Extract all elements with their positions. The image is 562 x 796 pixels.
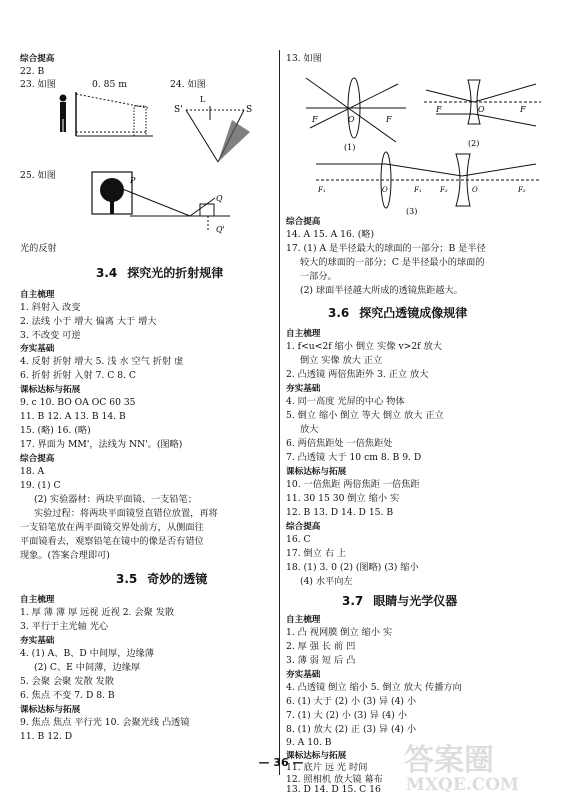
focus-label: F xyxy=(520,105,526,114)
focus-label: F xyxy=(386,115,392,124)
answer-24: 24. 如图 xyxy=(170,79,206,90)
heading-kebiao: 课标达标与拓展 xyxy=(286,467,347,477)
center-label: O xyxy=(348,115,355,124)
answer-line: 较大的球面的一部分；C 是半径最小的球面的 xyxy=(300,257,485,268)
heading-zizhu: 自主梳理 xyxy=(286,615,321,625)
answer-line: 一支铅笔放在两平面镜交界处前方，从侧面往 xyxy=(20,522,204,533)
answer-line: 6. 两倍焦距处 一倍焦距处 xyxy=(286,438,393,449)
section-number: 3.6 xyxy=(328,306,350,320)
section-title: 奇妙的透镜 xyxy=(147,572,208,586)
answer-line: 现象。(答案合理即可) xyxy=(20,550,110,561)
answer-line: 11. B 12. D xyxy=(20,731,73,742)
point-s: S xyxy=(246,105,253,115)
mirror-figure-24 xyxy=(170,92,260,172)
answer-line: 4. (1) A、B、D 中间厚，边缘薄 xyxy=(20,648,154,659)
section-3-4-title xyxy=(96,264,223,281)
heading-kebiao: 课标达标与拓展 xyxy=(286,751,347,761)
answer-line: 17. 界面为 MM'，法线为 NN'。(图略) xyxy=(20,439,183,450)
answer-line: (4) 水平向左 xyxy=(300,576,353,587)
answer-line: 3. 平行于主光轴 光心 xyxy=(20,621,109,632)
heading-zizhu: 自主梳理 xyxy=(20,595,55,605)
reflection-figure-25 xyxy=(80,168,240,238)
watermark-subtext: MXQE.COM xyxy=(406,775,519,792)
answer-line: 1. 厚 薄 薄 厚 远视 近视 2. 会聚 发散 xyxy=(20,607,175,618)
answer-line: 1. f<u<2f 缩小 倒立 实像 v>2f 放大 xyxy=(286,341,442,352)
answer-13: 13. 如图 xyxy=(286,53,322,64)
section-title: 探究凸透镜成像规律 xyxy=(359,306,468,320)
section-3-6-title xyxy=(328,304,467,321)
answer-line: 1. 斜射入 改变 xyxy=(20,302,81,313)
answer-line: 实验过程：将两块平面镜竖直错位放置，再将 xyxy=(34,508,218,519)
point-q-prime: Q' xyxy=(216,225,225,234)
answer-line: 7. 凸透镜 大于 10 cm 8. B 9. D xyxy=(286,452,422,463)
answer-line: (2) 实验器材：两块平面镜、一支铅笔； xyxy=(34,494,197,505)
heading-kebiao: 课标达标与拓展 xyxy=(20,385,81,395)
answer-line: 18. (1) 3. 0 (2) (图略) (3) 缩小 xyxy=(286,562,419,573)
page-number: — 36 — xyxy=(258,756,304,769)
heading-kebiao: 课标达标与拓展 xyxy=(20,705,81,715)
section-title: 探究光的折射规律 xyxy=(127,266,224,280)
heading-zizhu: 自主梳理 xyxy=(20,290,55,300)
answer-line: 9. A 10. B xyxy=(286,737,332,748)
heading-zonghe: 综合提高 xyxy=(286,217,321,227)
light-reflection-label: 光的反射 xyxy=(20,243,57,254)
answer-line: 2. 凸透镜 两倍焦距外 3. 正立 放大 xyxy=(286,369,429,380)
section-3-5-title xyxy=(116,570,207,587)
section-number: 3.7 xyxy=(342,594,364,608)
answer-line: 17. 倒立 右 上 xyxy=(286,548,347,559)
answer-line: 3. 薄 弱 短 后 凸 xyxy=(286,655,356,666)
answer-23: 23. 如图 xyxy=(20,79,56,90)
heading-zonghe: 综合提高 xyxy=(20,54,55,64)
answer-line: 3. 不改变 可逆 xyxy=(20,330,81,341)
point-l: L xyxy=(200,95,206,104)
answer-line: 4. 反射 折射 增大 5. 浅 水 空气 折射 虚 xyxy=(20,356,184,367)
section-number: 3.4 xyxy=(96,266,118,280)
answer-line: 13. D 14. D 15. C 16 xyxy=(286,784,381,795)
answer-line: (2) 球面半径越大所成的透镜焦距越大。 xyxy=(300,285,463,296)
answer-line: 4. 同一高度 光屏的中心 物体 xyxy=(286,396,405,407)
figure-label-2: (2) xyxy=(468,139,480,148)
answer-line: 6. 焦点 不变 7. D 8. B xyxy=(20,690,115,701)
focus-f1-label: F₁ xyxy=(318,186,326,194)
answer-line: 2. 厚 强 长 前 凹 xyxy=(286,641,356,652)
heading-hangshi: 夯实基础 xyxy=(20,344,55,354)
point-q: Q xyxy=(216,194,223,203)
answer-line: 2. 法线 小于 增大 偏离 大于 增大 xyxy=(20,316,157,327)
answer-line: 11. 30 15 30 倒立 缩小 实 xyxy=(286,493,400,504)
answer-line: 倒立 实像 放大 正立 xyxy=(300,355,383,366)
heading-hangshi: 夯实基础 xyxy=(286,670,321,680)
answer-line: 9. 焦点 焦点 平行光 10. 会聚光线 凸透镜 xyxy=(20,717,190,728)
focus-label: F xyxy=(436,105,442,114)
answer-line: 10. 一倍焦距 两倍焦距 一倍焦距 xyxy=(286,479,420,490)
lens-diagram xyxy=(296,64,546,216)
focus-f2-label: F₂ xyxy=(518,186,526,194)
answer-line: 16. C xyxy=(286,534,311,545)
answer-line: 18. A xyxy=(20,466,45,477)
answer-22: 22. B xyxy=(20,66,45,77)
answer-line: 12. 照相机 放大镜 幕布 xyxy=(286,774,383,785)
answer-line: 4. 凸透镜 倒立 缩小 5. 倒立 放大 传播方向 xyxy=(286,682,462,693)
section-number: 3.5 xyxy=(116,572,138,586)
point-p: P xyxy=(130,176,136,185)
answer-line: 6. 折射 折射 入射 7. C 8. C xyxy=(20,370,136,381)
answer-line: 17. (1) A 是半径最大的球面的一部分；B 是半径 xyxy=(286,243,486,254)
mirror-figure-23 xyxy=(48,88,158,148)
focus-label: F xyxy=(312,115,318,124)
answer-line: 14. A 15. A 16. (略) xyxy=(286,229,375,240)
answer-line: 1. 凸 视网膜 倒立 缩小 实 xyxy=(286,627,393,638)
answer-line: (2) C、E 中间薄，边缘厚 xyxy=(34,662,141,673)
answer-line: 放大 xyxy=(300,424,319,435)
heading-hangshi: 夯实基础 xyxy=(286,384,321,394)
answer-line: 5. 倒立 缩小 倒立 等大 倒立 放大 正立 xyxy=(286,410,444,421)
focus-f2-label: F₂ xyxy=(440,186,448,194)
heading-zonghe: 综合提高 xyxy=(286,522,321,532)
point-s-prime: S' xyxy=(174,105,183,115)
focus-f1-label: F₁ xyxy=(414,186,422,194)
answer-line: 一部分。 xyxy=(300,271,337,282)
watermark-text: 答案圈 xyxy=(404,743,494,778)
section-3-7-title xyxy=(342,592,457,609)
answer-line: 11. 底片 远 光 时间 xyxy=(286,762,368,773)
center-label: O xyxy=(478,105,485,114)
answer-line: 6. (1) 大于 (2) 小 (3) 异 (4) 小 xyxy=(286,696,417,707)
figure-label-3: (3) xyxy=(406,207,418,216)
answer-line: 11. B 12. A 13. B 14. B xyxy=(20,411,126,422)
answer-line: 12. B 13. D 14. D 15. B xyxy=(286,507,394,518)
watermark-logo xyxy=(398,738,558,792)
heading-zizhu: 自主梳理 xyxy=(286,329,321,339)
answer-line: 7. (1) 大 (2) 小 (3) 异 (4) 小 xyxy=(286,710,407,721)
answer-25: 25. 如图 xyxy=(20,170,56,181)
answer-line: 19. (1) C xyxy=(20,480,61,491)
answer-line: 9. c 10. BO OA OC 60 35 xyxy=(20,397,136,408)
figure-label-1: (1) xyxy=(344,143,356,152)
answer-line: 5. 会聚 会聚 发散 发散 xyxy=(20,676,114,687)
section-title: 眼睛与光学仪器 xyxy=(373,594,458,608)
heading-hangshi: 夯实基础 xyxy=(20,636,55,646)
column-divider xyxy=(279,50,280,775)
distance-label: 0. 85 m xyxy=(92,79,128,90)
heading-zonghe: 综合提高 xyxy=(20,454,55,464)
answer-line: 8. (1) 放大 (2) 正 (3) 异 (4) 小 xyxy=(286,724,417,735)
answer-line: 15. (略) 16. (略) xyxy=(20,425,91,436)
answer-line: 平面镜看去，观察铅笔在镜中的像是否有错位 xyxy=(20,536,204,547)
center-label: O xyxy=(472,186,478,194)
center-label: O xyxy=(382,186,388,194)
